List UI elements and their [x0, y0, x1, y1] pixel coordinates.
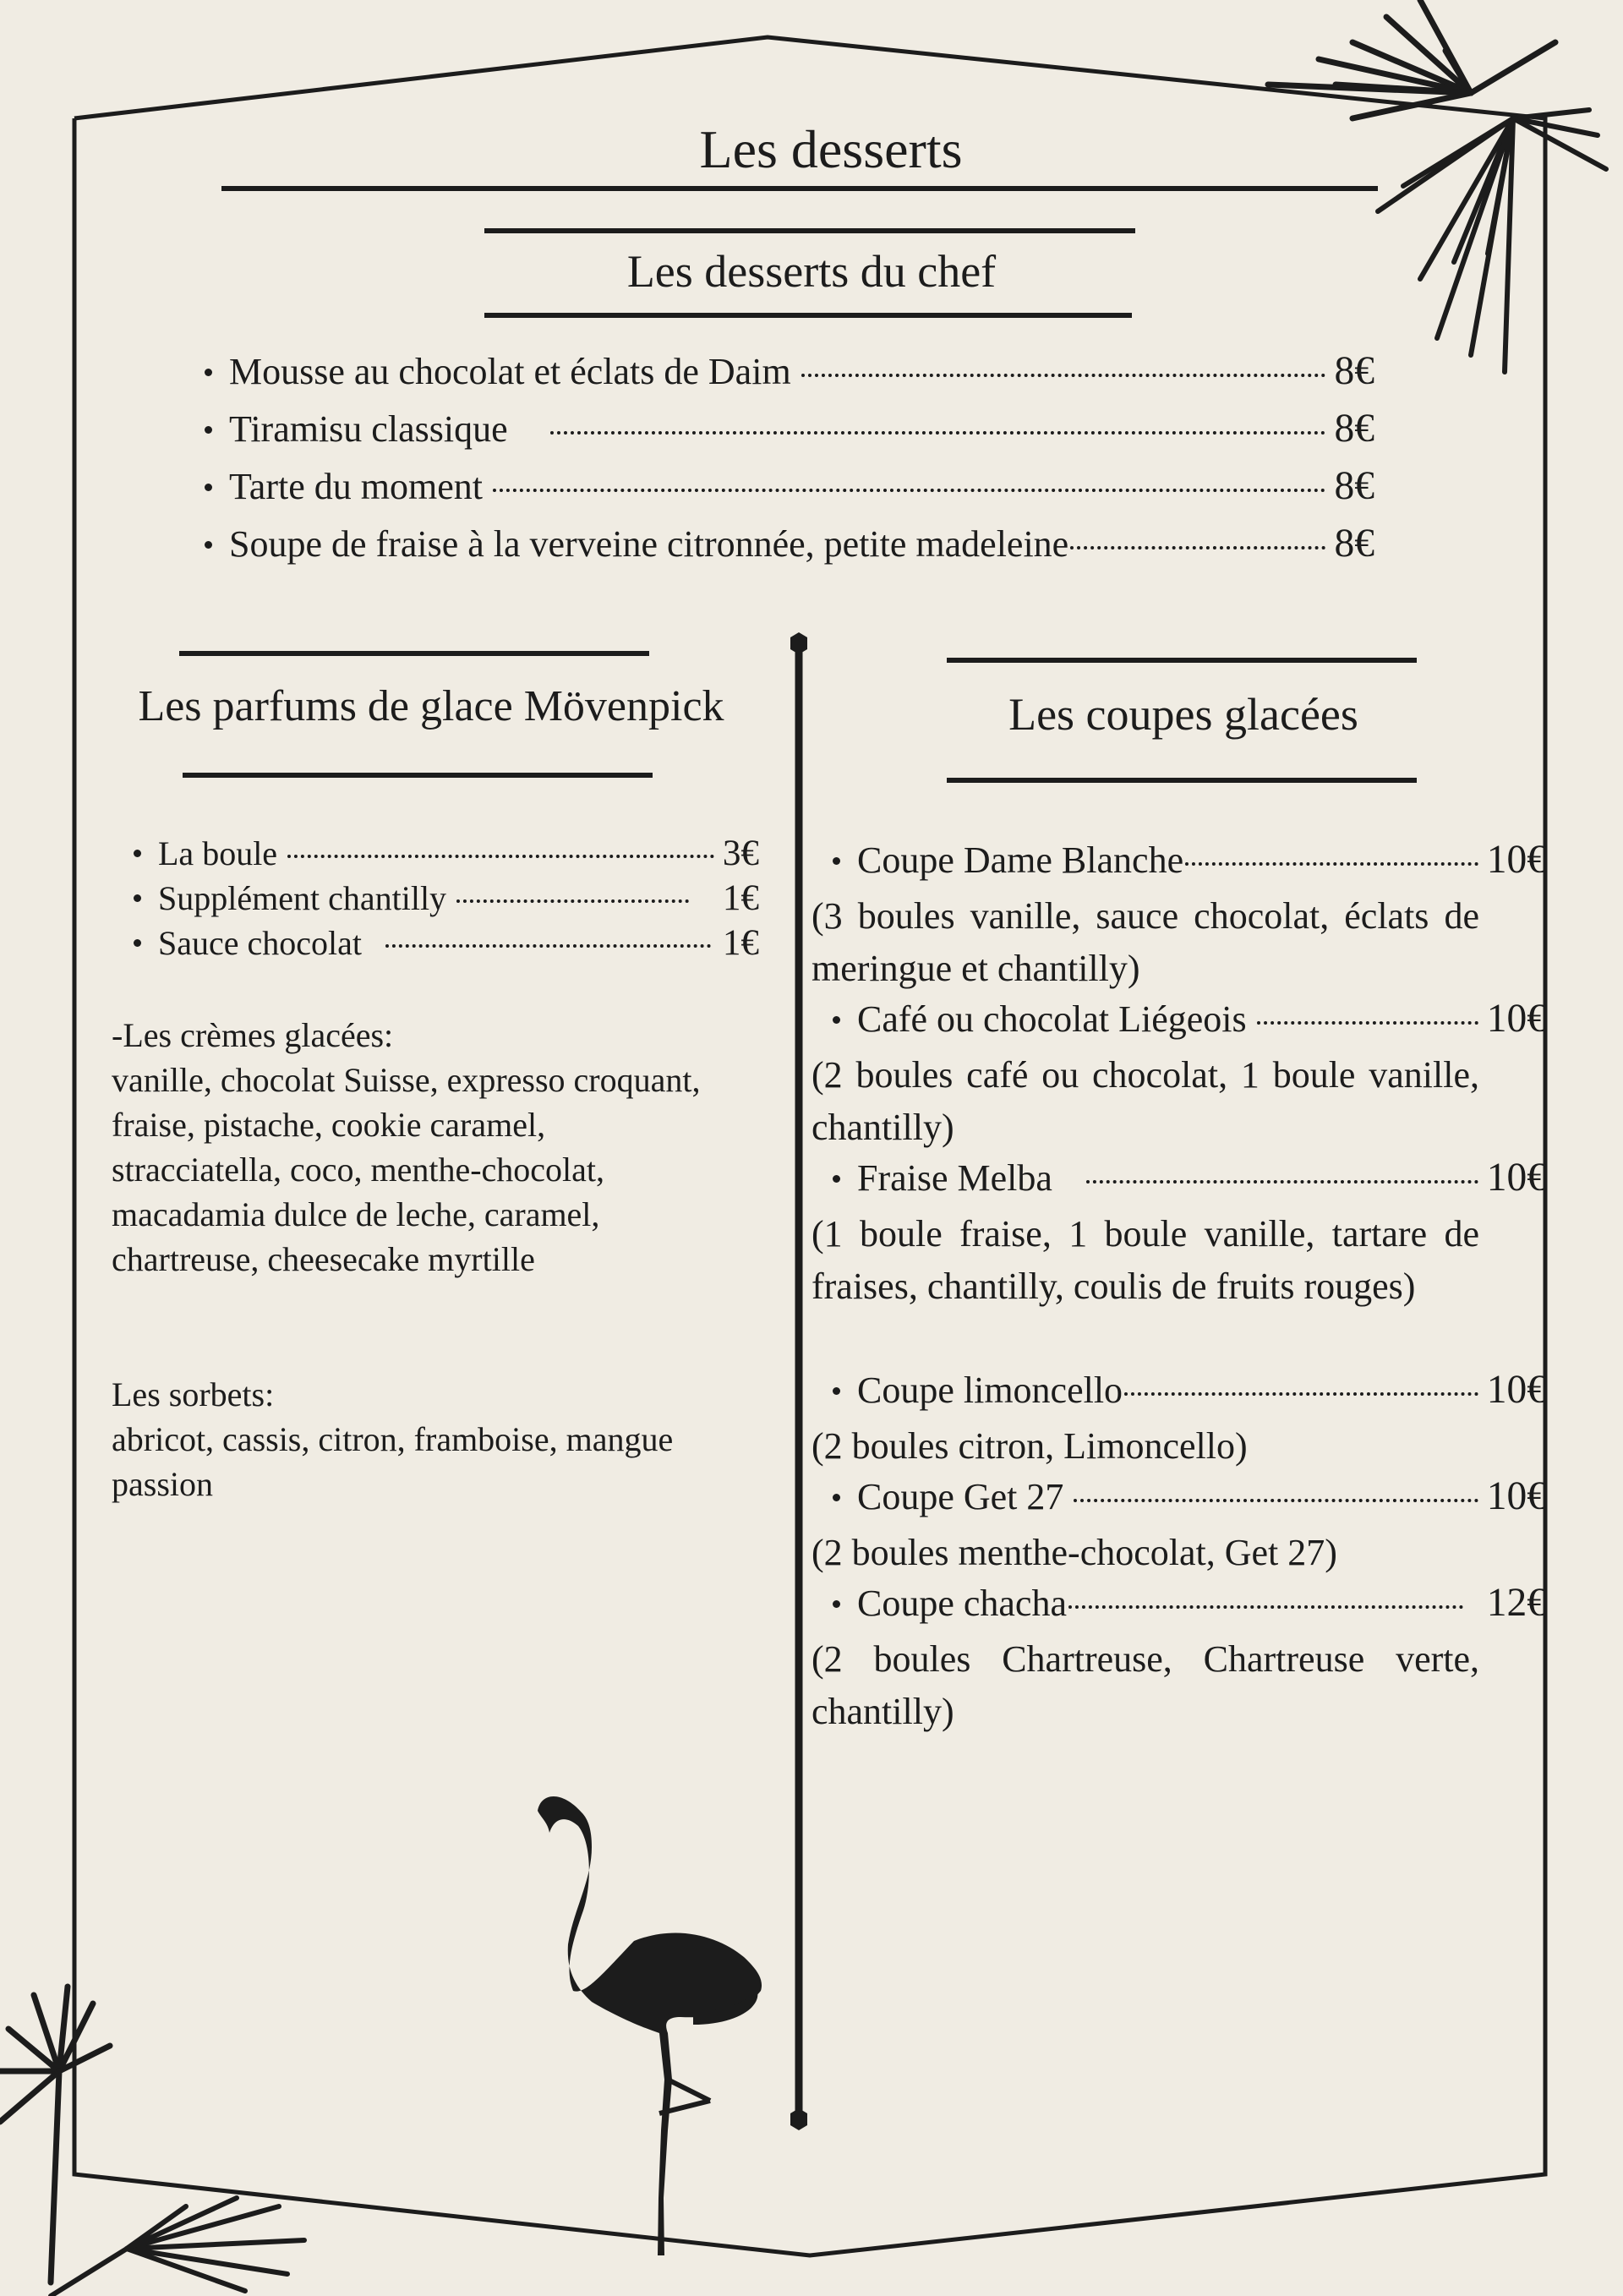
- menu-item: [205, 463, 1374, 509]
- bullet: [833, 1175, 840, 1183]
- menu-item: [134, 877, 759, 919]
- item-description: (2 boules menthe-chocolat, Get 27): [812, 1532, 1337, 1573]
- sorbets-heading: Les sorbets:: [112, 1375, 275, 1413]
- item-name: Coupe Get 27: [857, 1476, 1064, 1517]
- item-name: Soupe de fraise à la verveine citronnée, petite madeleine: [229, 523, 1069, 565]
- item-name: Coupe Dame Blanche: [857, 839, 1184, 881]
- divider-line: [179, 651, 649, 656]
- dot-leader: [1070, 546, 1325, 549]
- sorbets-list: abricot, cassis, citron, framboise, mangue passion: [112, 1420, 674, 1503]
- dot-leader: [550, 431, 1326, 435]
- item-description: (2 boules Chartreuse, Chartreuse verte, chantilly): [812, 1638, 1479, 1732]
- dot-leader: [1086, 1180, 1478, 1184]
- item-price: 8€: [1334, 407, 1374, 451]
- item-price: 8€: [1334, 522, 1374, 566]
- dot-leader: [493, 489, 1326, 492]
- item-price: 3€: [722, 834, 759, 873]
- dot-leader: [1185, 862, 1478, 866]
- dot-leader: [1124, 1392, 1478, 1396]
- bullet: [134, 939, 141, 947]
- bullet: [134, 850, 141, 857]
- item-price: 8€: [1334, 464, 1374, 508]
- bullet: [205, 541, 212, 549]
- section-title: Les parfums de glace Mövenpick: [138, 682, 724, 730]
- divider-line: [183, 773, 653, 778]
- item-name: Coupe chacha: [857, 1583, 1067, 1624]
- menu-item: [833, 1473, 1547, 1519]
- dot-leader: [385, 944, 711, 948]
- bullet: [833, 1016, 840, 1024]
- item-name: Tarte du moment: [229, 466, 483, 507]
- item-name: Supplément chantilly: [158, 879, 447, 917]
- item-name: Tiramisu classique: [229, 408, 508, 450]
- bullet: [833, 1387, 840, 1395]
- bullet: [205, 426, 212, 434]
- item-price: 10€: [1486, 1368, 1547, 1412]
- menu-item: [205, 406, 1374, 451]
- dot-leader: [801, 374, 1326, 377]
- item-description: (3 boules vanille, sauce chocolat, éclats de meringue et chantilly): [812, 895, 1479, 989]
- bullet: [205, 369, 212, 376]
- flamingo-icon: [538, 1796, 762, 2255]
- divider-line: [484, 228, 1135, 233]
- menu-item: [833, 837, 1547, 883]
- bullet: [205, 484, 212, 491]
- item-price: 8€: [1334, 349, 1374, 393]
- divider-line: [947, 778, 1417, 783]
- item-price: 10€: [1486, 997, 1547, 1041]
- item-name: Fraise Melba: [857, 1157, 1052, 1199]
- menu-item: [833, 1155, 1547, 1200]
- bullet: [833, 857, 840, 865]
- item-description: (2 boules citron, Limoncello): [812, 1425, 1248, 1467]
- item-name: Coupe limoncello: [857, 1369, 1123, 1411]
- item-price: 10€: [1486, 1156, 1547, 1200]
- item-price: 10€: [1486, 838, 1547, 882]
- section-title: Les coupes glacées: [1008, 689, 1358, 740]
- divider-line: [221, 186, 1378, 191]
- item-price: 1€: [722, 878, 759, 918]
- cremes-list: vanille, chocolat Suisse, expresso croquant, fraise, pistache, cookie caramel, stracciatella, coco, menthe-chocolat, macadamia dulce de leche, caramel, chartreuse, cheesecake myrtille: [112, 1061, 701, 1278]
- dot-leader: [1068, 1605, 1463, 1609]
- dot-leader: [1074, 1499, 1478, 1502]
- menu-item: [833, 1367, 1547, 1413]
- dot-leader: [456, 899, 689, 903]
- item-description: (1 boule fraise, 1 boule vanille, tartare de fraises, chantilly, coulis de fruits rouges): [812, 1213, 1479, 1307]
- item-price: 10€: [1486, 1474, 1547, 1518]
- divider-line: [484, 313, 1132, 318]
- item-name: Sauce chocolat: [158, 924, 362, 962]
- dot-leader: [287, 855, 714, 858]
- menu-item: [833, 1580, 1547, 1626]
- bullet: [833, 1494, 840, 1501]
- item-name: Café ou chocolat Liégeois: [857, 998, 1247, 1040]
- section-title: Les desserts du chef: [626, 246, 997, 297]
- menu-item: [134, 833, 759, 874]
- item-price: 12€: [1486, 1581, 1547, 1625]
- bullet: [134, 894, 141, 902]
- menu-item: [833, 996, 1547, 1041]
- menu-item: [205, 521, 1374, 566]
- item-name: La boule: [158, 834, 278, 872]
- bullet: [833, 1600, 840, 1608]
- dot-leader: [1257, 1021, 1478, 1025]
- column-divider: [790, 632, 807, 2130]
- item-description: (2 boules café ou chocolat, 1 boule vanille, chantilly): [812, 1054, 1479, 1148]
- palm-leaf-icon: [0, 1987, 304, 2296]
- item-price: 1€: [722, 923, 759, 963]
- item-name: Mousse au chocolat et éclats de Daim: [229, 351, 791, 392]
- divider-line: [947, 658, 1417, 663]
- cremes-heading: -Les crèmes glacées:: [112, 1016, 394, 1054]
- page-title: Les desserts: [699, 119, 963, 179]
- menu-item: [134, 922, 759, 964]
- menu-item: [205, 348, 1374, 394]
